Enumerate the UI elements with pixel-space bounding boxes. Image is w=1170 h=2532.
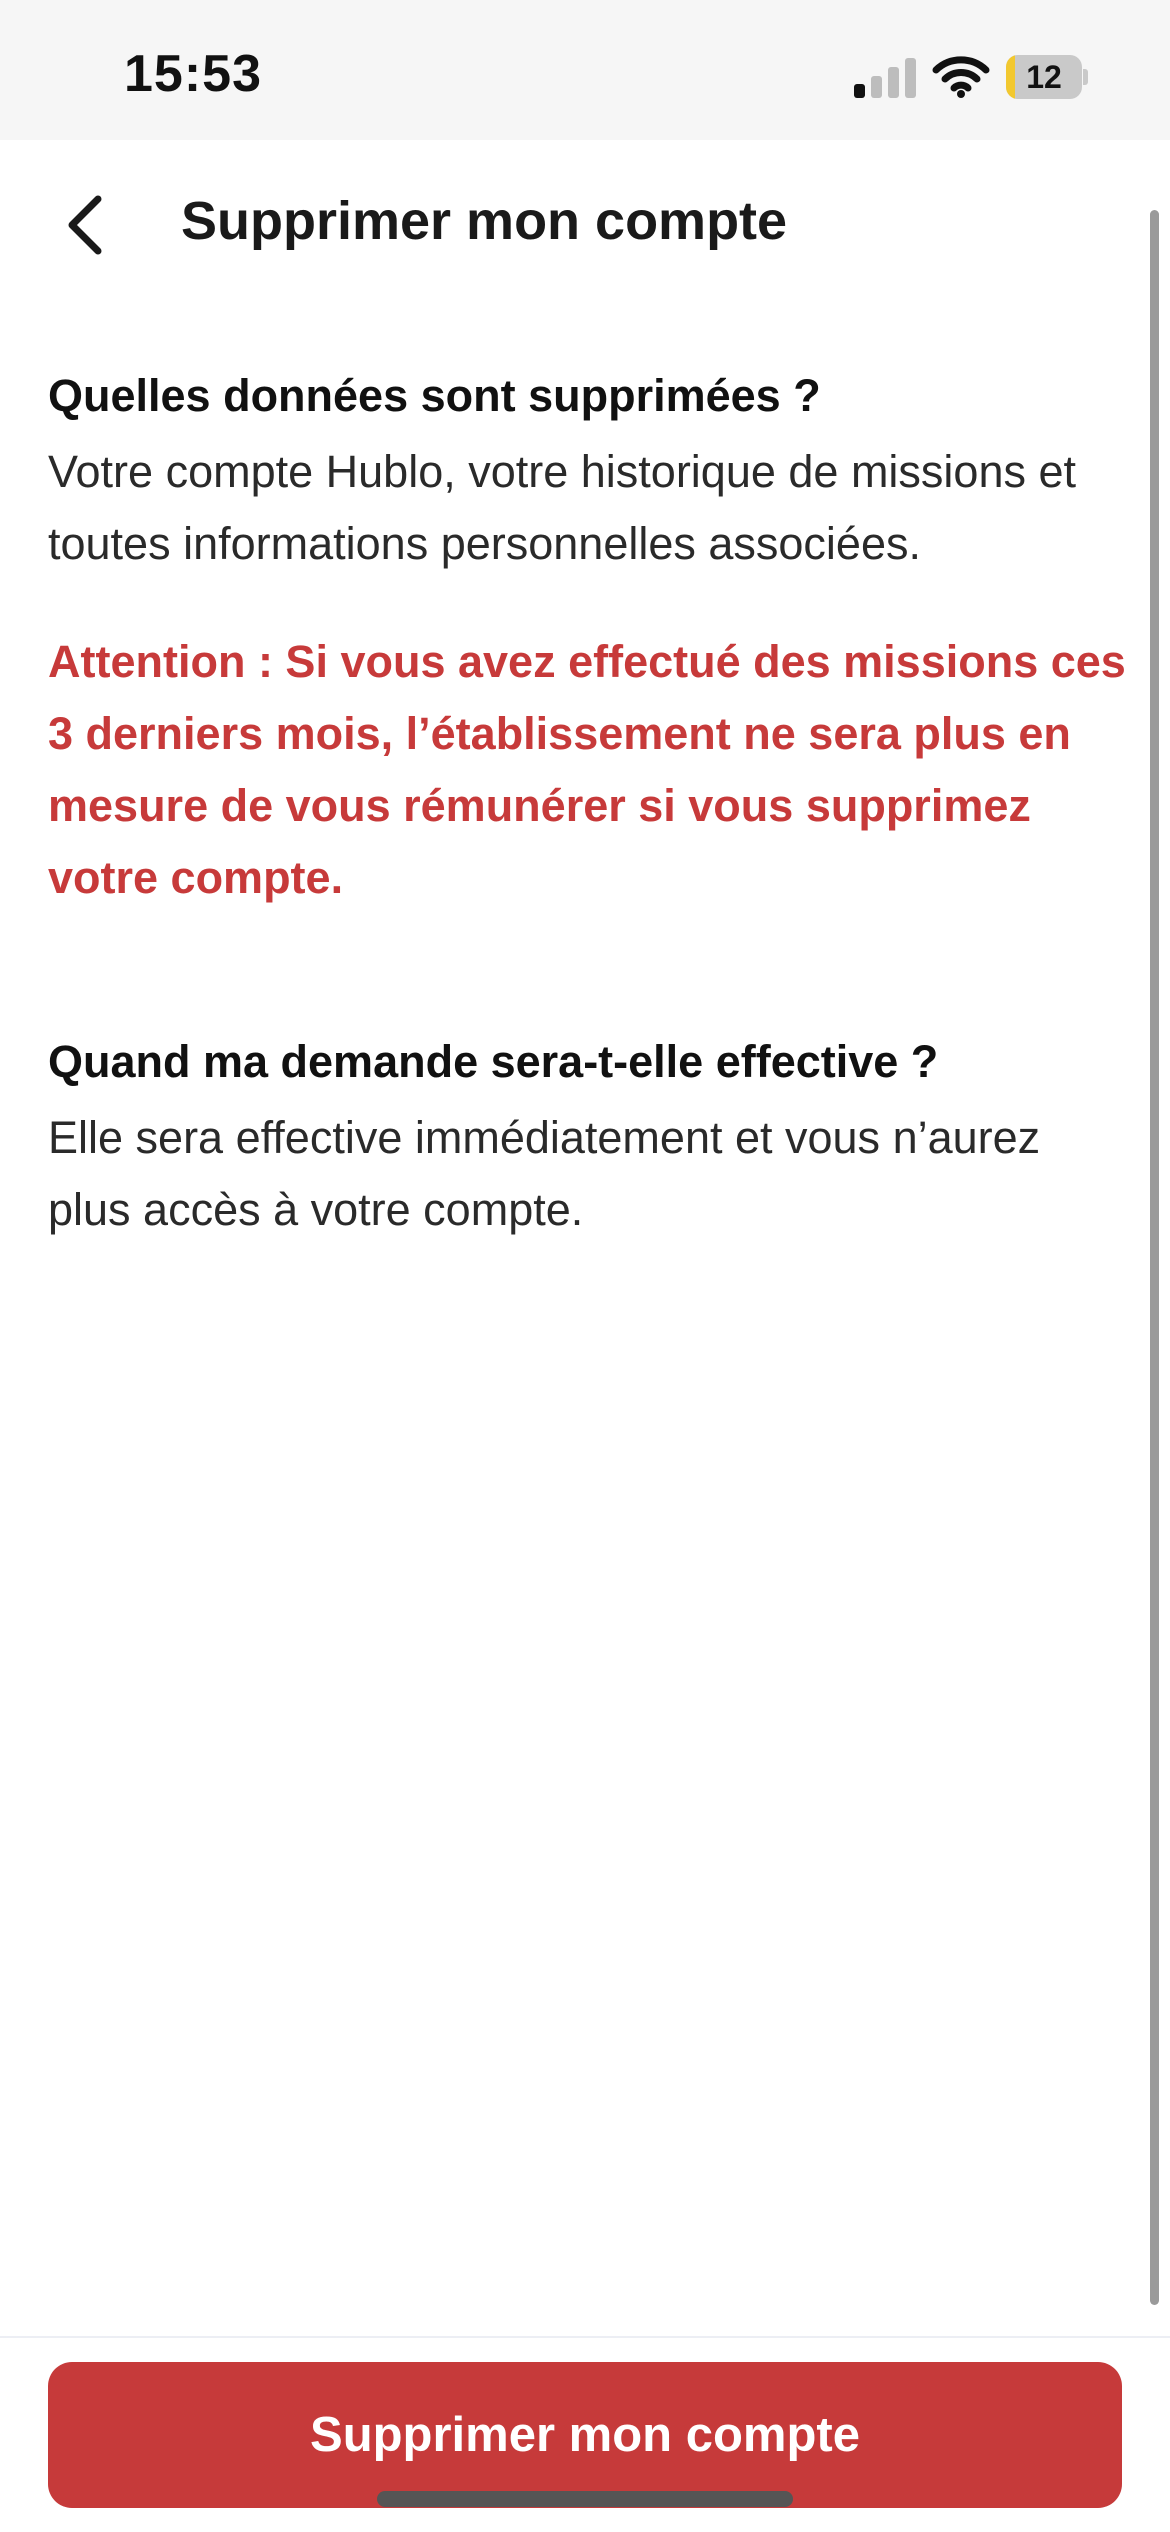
content: [48, 360, 1128, 1246]
section-deleted-data: [48, 360, 1128, 914]
section-heading: Quelles données sont supprimées ?: [48, 370, 821, 421]
delete-account-button[interactable]: Supprimer mon compte: [48, 2362, 1122, 2508]
scrollbar[interactable]: [1150, 210, 1159, 2305]
battery-icon: [1006, 55, 1088, 99]
page-title: Supprimer mon compte: [181, 191, 788, 251]
warning-text: Attention : Si vous avez effectué des missions ces 3 derniers mois, l’établissement ne sera plus en mesure de vous rémunérer si vous supprimez votre compte.: [48, 636, 1126, 903]
section-body: Elle sera effective immédiatement et vous n’aurez plus accès à votre compte.: [48, 1112, 1041, 1235]
battery-level: 12: [1026, 59, 1062, 95]
back-button[interactable]: [48, 180, 120, 270]
section-body: Votre compte Hublo, votre historique de missions et toutes informations personnelles associées.: [48, 446, 1077, 569]
footer-divider: [0, 2336, 1170, 2338]
home-indicator: [377, 2491, 793, 2507]
status-bar: [0, 0, 1170, 140]
chevron-left-icon: [62, 193, 106, 257]
section-heading: Quand ma demande sera-t-elle effective ?: [48, 1036, 939, 1087]
wifi-icon: [932, 56, 990, 98]
status-time: 15:53: [124, 45, 262, 103]
section-effective-date: [48, 1026, 1128, 1246]
signal-icon: [854, 56, 916, 98]
